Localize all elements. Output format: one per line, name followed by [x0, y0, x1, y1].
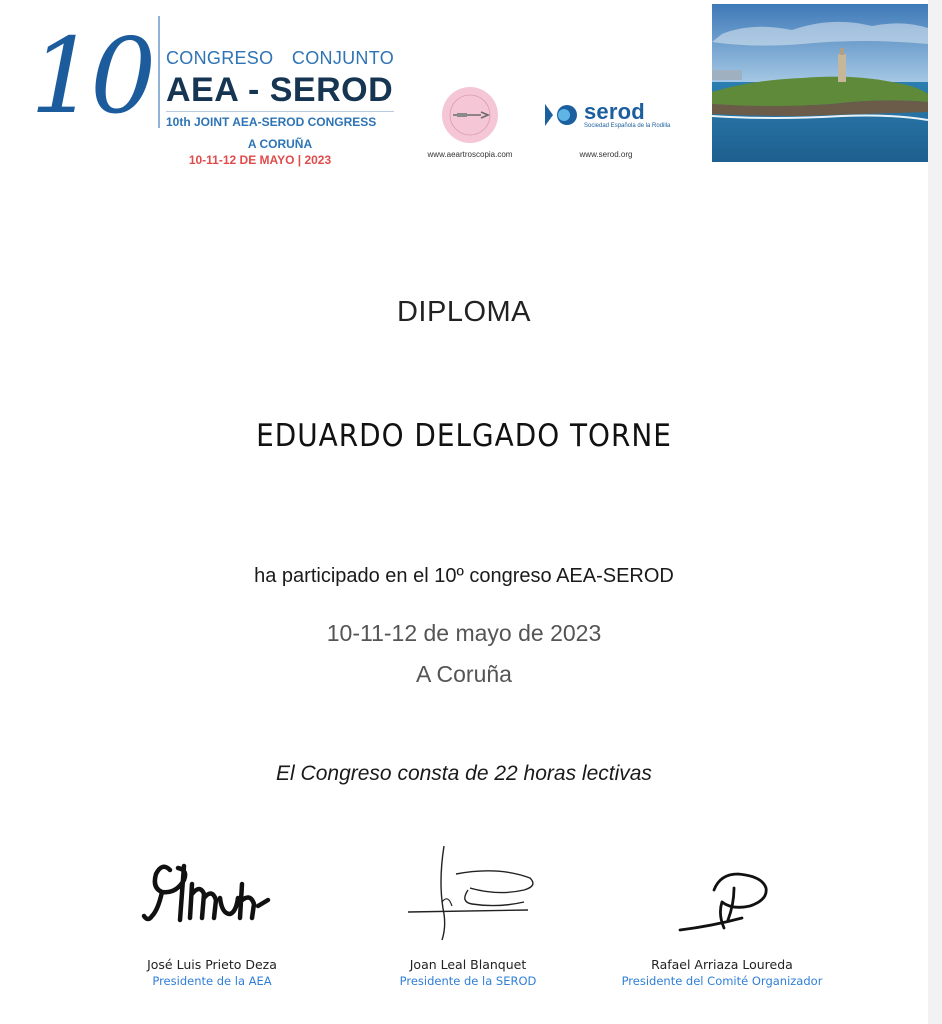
participation-text: ha participado en el 10º congreso AEA-SEROD	[254, 565, 674, 587]
signature-stroke-leal-1	[441, 846, 445, 940]
event-city: A Coruña	[416, 661, 512, 687]
serod-tagline: Sociedad Española de la Rodilla	[584, 123, 671, 129]
hours-note: El Congreso consta de 22 horas lectivas	[276, 762, 652, 785]
signature-stroke-leal-4	[442, 899, 452, 906]
congress-title: AEA - SEROD	[166, 71, 394, 109]
lighthouse-top	[840, 48, 844, 55]
serod-name: serod	[584, 99, 645, 124]
signer-role: Presidente de la AEA	[152, 974, 272, 988]
signature-arriaza	[602, 844, 842, 944]
congress-rule	[166, 111, 394, 112]
serod-inner-circle	[558, 109, 570, 121]
serod-url: www.serod.org	[579, 150, 633, 159]
lighthouse-tower	[838, 54, 846, 82]
signer-name: Rafael Arriaza Loureda	[651, 957, 793, 972]
edition-number: 10	[30, 15, 151, 137]
signature-leal	[348, 844, 588, 944]
signer-arriaza	[592, 956, 852, 989]
event-dates: 10-11-12 de mayo de 2023	[326, 620, 602, 646]
serod-arrow-icon	[545, 104, 553, 126]
congress-logo-text	[166, 48, 398, 167]
signature-stroke-leal-3	[456, 871, 533, 906]
signature-stroke-leal-2	[408, 910, 528, 912]
signer-role: Presidente del Comité Organizador	[621, 974, 823, 988]
aea-url: www.aeartroscopia.com	[427, 150, 513, 159]
congress-heading	[166, 48, 394, 69]
signer-role: Presidente de la SEROD	[399, 974, 537, 988]
signer-name: Joan Leal Blanquet	[409, 957, 527, 972]
congress-subtitle: 10th JOINT AEA-SEROD CONGRESS	[166, 115, 377, 129]
arthroscope-handle	[457, 113, 467, 117]
signer-leal	[338, 956, 598, 989]
congress-city: A CORUÑA	[247, 137, 313, 151]
congress-dates: 10-11-12 DE MAYO | 2023	[188, 153, 332, 167]
header-divider	[158, 16, 160, 128]
signer-name: José Luis Prieto Deza	[147, 957, 277, 972]
distant-buildings	[712, 70, 742, 80]
recipient-name: EDUARDO DELGADO TORNE	[256, 418, 672, 454]
aea-seal-logo	[441, 86, 499, 144]
congress-word: CONGRESO	[166, 48, 274, 68]
lighthouse-photo	[712, 4, 928, 162]
signature-stroke-prieto	[144, 866, 268, 920]
signature-stroke-arriaza	[680, 874, 766, 930]
page-edge	[928, 0, 942, 1024]
signature-prieto	[92, 844, 332, 944]
signer-prieto	[82, 956, 342, 989]
conjunto-word: CONJUNTO	[291, 48, 394, 68]
diploma-title: DIPLOMA	[396, 296, 532, 328]
